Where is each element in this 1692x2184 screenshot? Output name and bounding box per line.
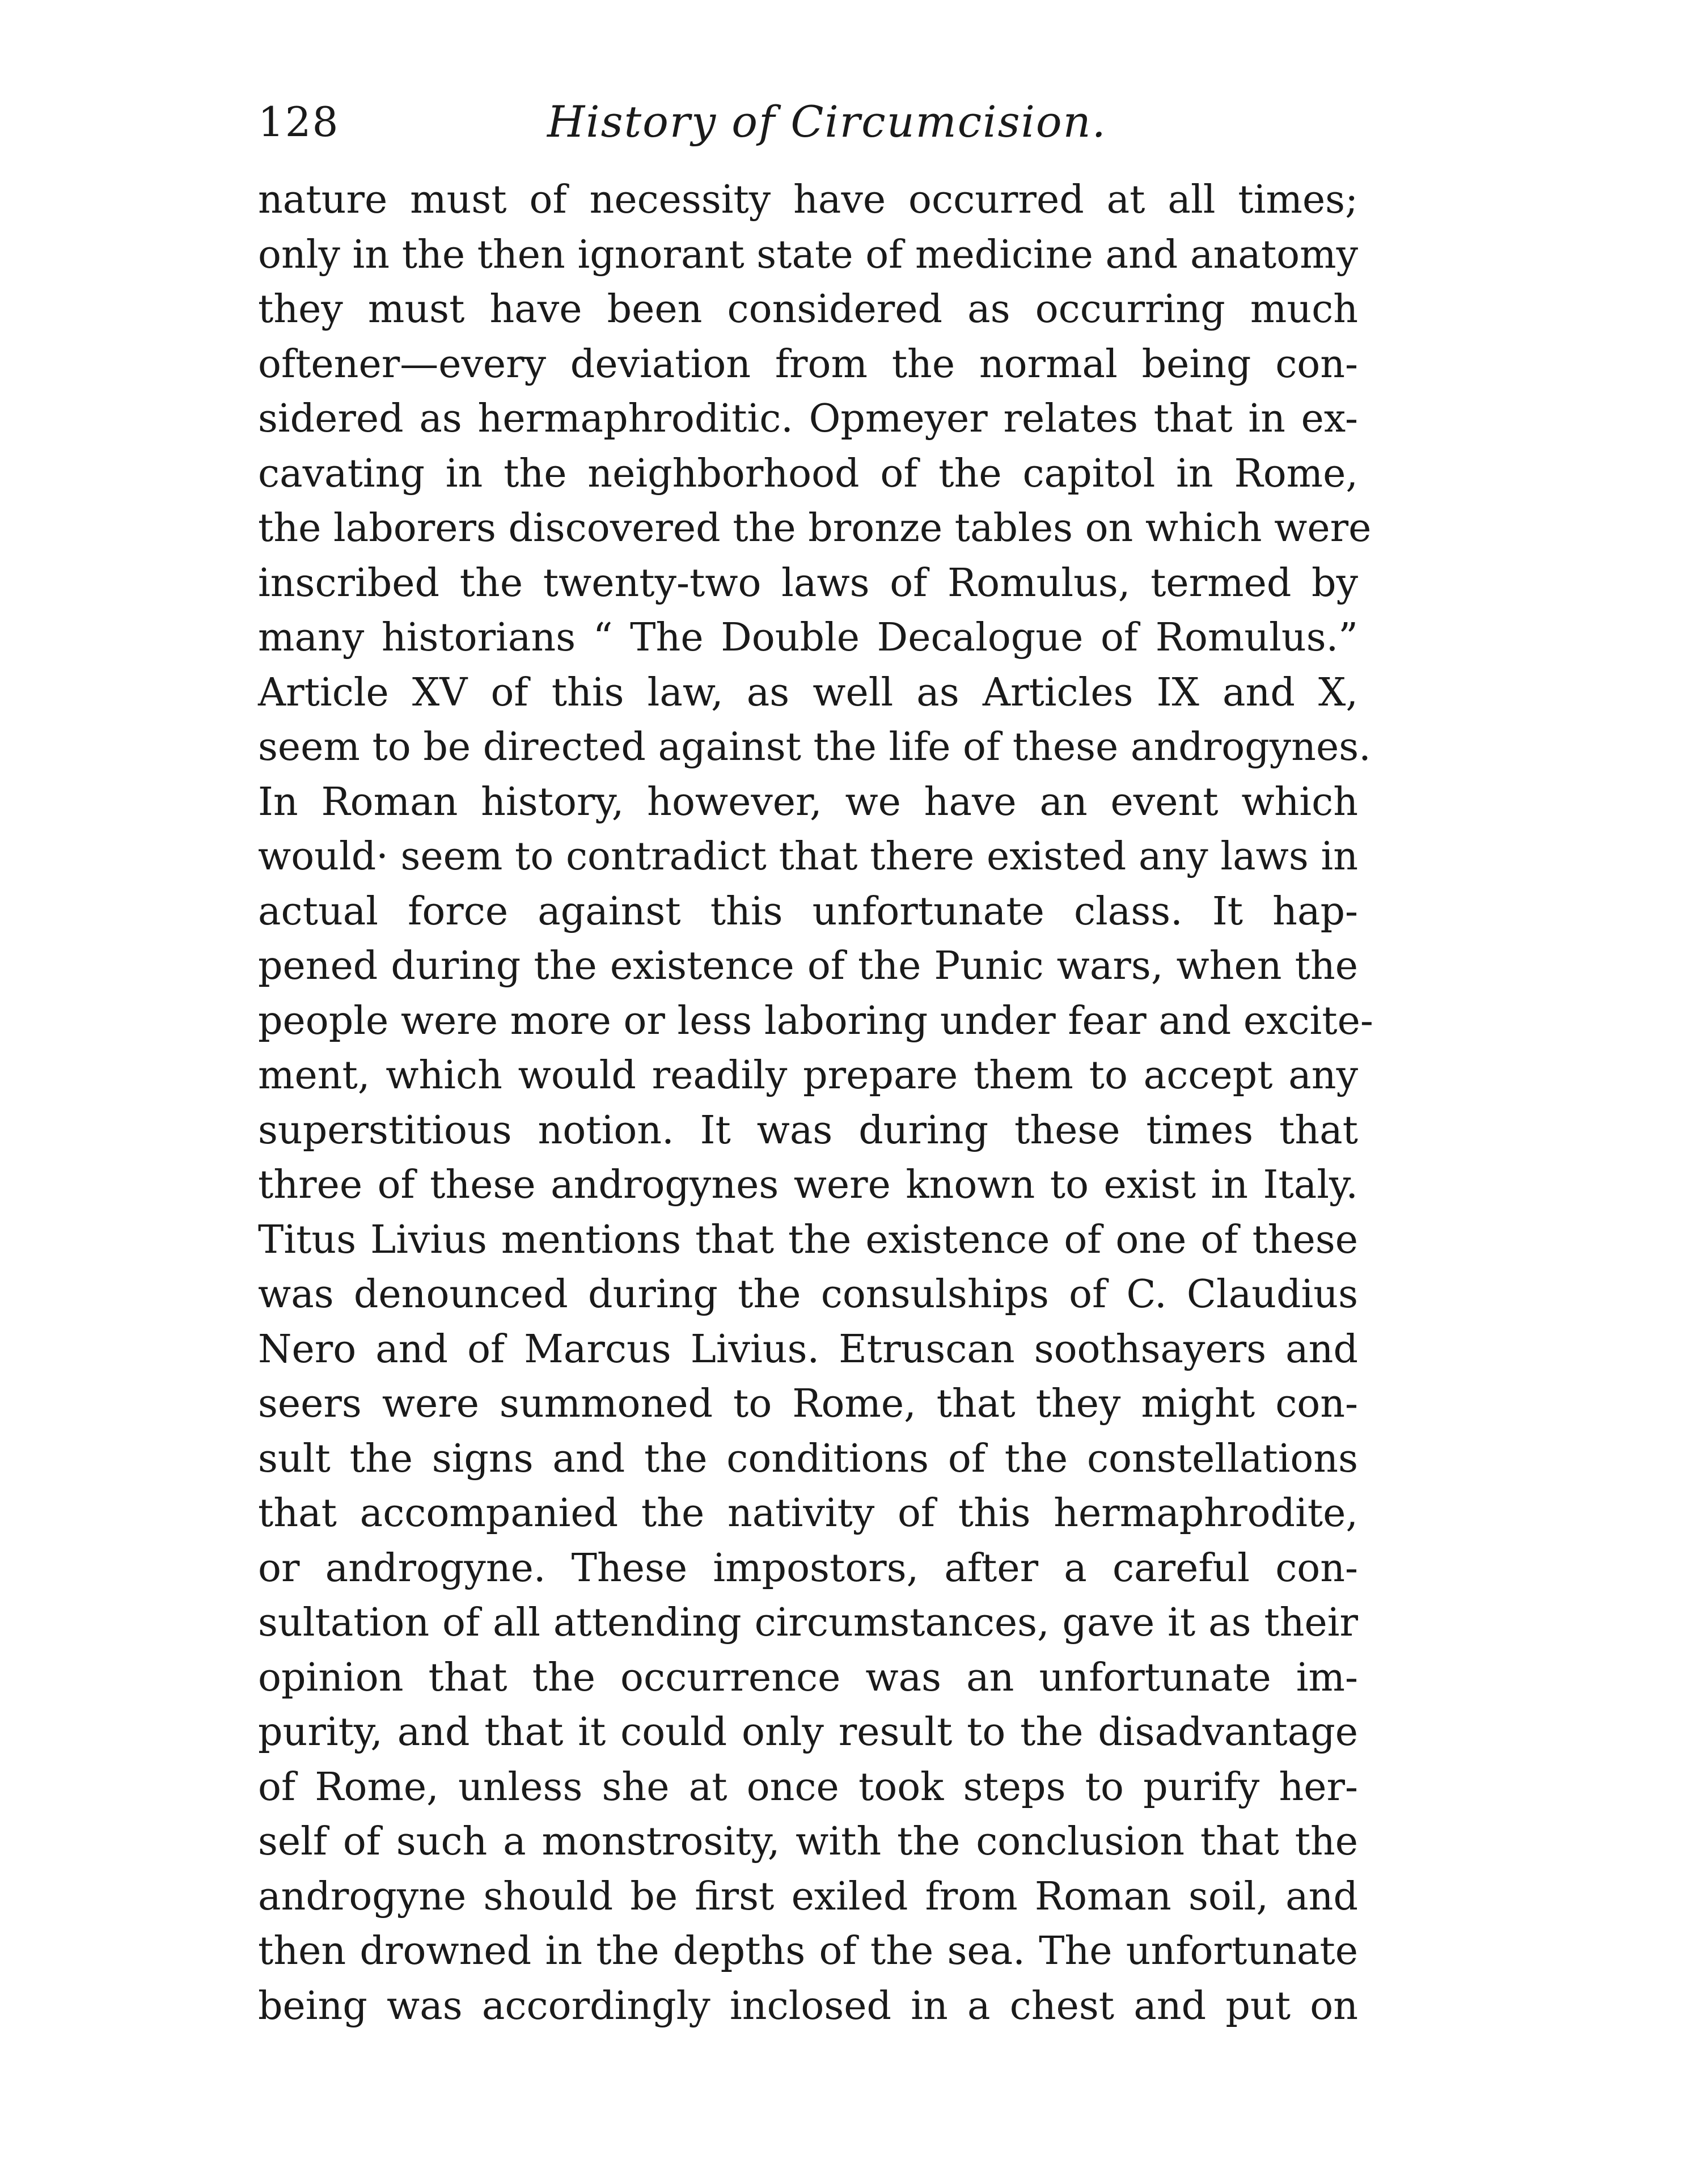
text-line: cavating in the neighborhood of the capitol in Rome, xyxy=(258,451,1358,496)
text-line: people were more or less laboring under fear and excite- xyxy=(258,998,1373,1044)
text-line: many historians “ The Double Decalogue of Romulus.” xyxy=(258,615,1358,660)
text-line: the laborers discovered the bronze tables on which were xyxy=(258,506,1372,551)
text-line: three of these androgynes were known to exist in Italy. xyxy=(258,1163,1358,1207)
text-line: would· seem to contradict that there existed any laws in xyxy=(258,834,1358,879)
text-line: being was accordingly inclosed in a chest and put on xyxy=(258,1983,1358,2029)
text-line: oftener—every deviation from the normal being con- xyxy=(258,341,1358,387)
text-line: opinion that the occurrence was an unfortunate im- xyxy=(258,1655,1358,1700)
text-line: only in the then ignorant state of medicine and anatomy xyxy=(258,232,1358,277)
text-line: Titus Livius mentions that the existence of one of these xyxy=(258,1217,1358,1262)
text-line: Nero and of Marcus Livius. Etruscan soothsayers and xyxy=(258,1327,1358,1372)
text-line: sult the signs and the conditions of the constellations xyxy=(258,1436,1358,1481)
page-number: 128 xyxy=(258,98,340,146)
text-line: seers were summoned to Rome, that they might con- xyxy=(258,1382,1358,1426)
text-line: sultation of all attending circumstances, gave it as their xyxy=(258,1600,1358,1645)
text-line: actual force against this unfortunate class. It hap- xyxy=(258,889,1358,934)
text-line: purity, and that it could only result to the disadvantage xyxy=(258,1710,1358,1755)
text-line: then drowned in the depths of the sea. The unfortunate xyxy=(258,1929,1358,1974)
text-line: androgyne should be first exiled from Roman soil, and xyxy=(258,1874,1358,1919)
text-line: or androgyne. These impostors, after a careful con- xyxy=(258,1545,1358,1591)
text-line: sidered as hermaphroditic. Opmeyer relates that in ex- xyxy=(258,396,1358,441)
text-line: self of such a monstrosity, with the conclusion that the xyxy=(258,1819,1358,1864)
running-title: History of Circumcision. xyxy=(547,96,1107,147)
body-text xyxy=(258,173,1373,2034)
text-line: superstitious notion. It was during these times that xyxy=(258,1108,1358,1153)
text-line: inscribed the twenty-two laws of Romulus, termed by xyxy=(258,560,1358,606)
text-line: ment, which would readily prepare them to accept any xyxy=(258,1053,1358,1098)
text-line: pened during the existence of the Punic wars, when the xyxy=(258,944,1358,988)
text-line: nature must of necessity have occurred at all times; xyxy=(258,178,1358,222)
text-line: was denounced during the consulships of C. Claudius xyxy=(258,1272,1358,1317)
text-line: that accompanied the nativity of this hermaphrodite, xyxy=(258,1491,1358,1536)
text-line: seem to be directed against the life of these androgynes. xyxy=(258,725,1371,770)
text-line: they must have been considered as occurring much xyxy=(258,287,1358,332)
text-line: of Rome, unless she at once took steps to purify her- xyxy=(258,1764,1358,1810)
running-head xyxy=(258,79,1358,164)
text-line: Article XV of this law, as well as Articles IX and X, xyxy=(258,670,1358,715)
text-line: In Roman history, however, we have an event which xyxy=(258,779,1358,825)
